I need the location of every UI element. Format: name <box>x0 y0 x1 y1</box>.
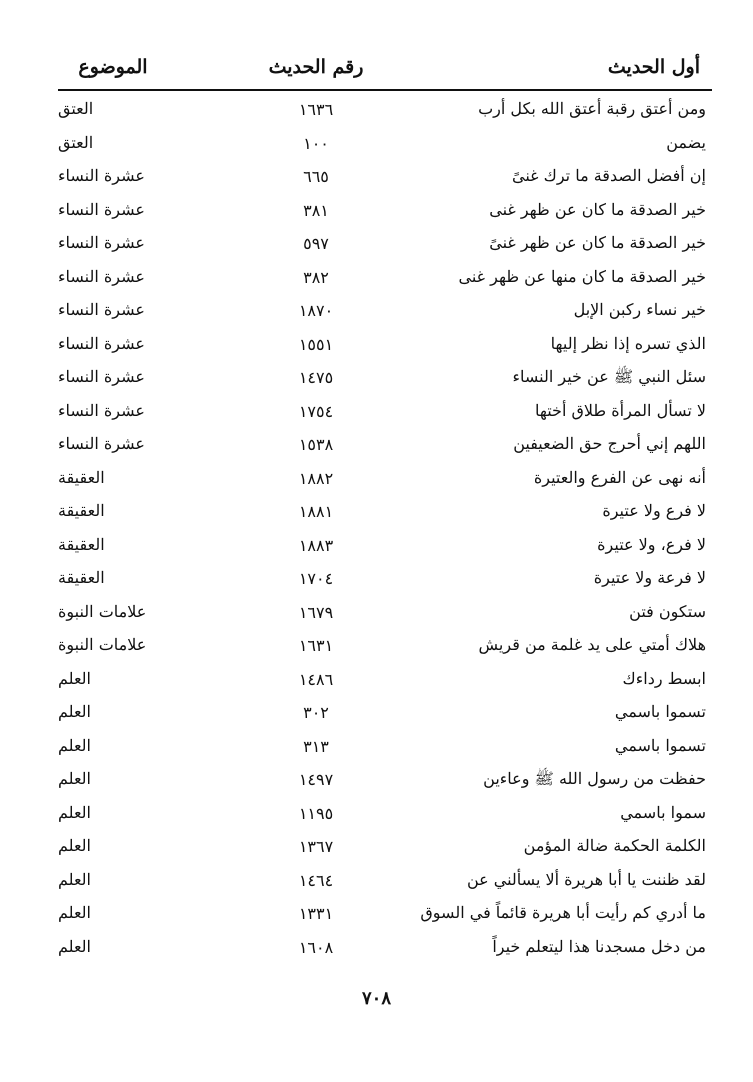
header-topic: الموضوع <box>78 56 148 78</box>
hadith-number: ٣٨٢ <box>303 267 329 287</box>
hadith-topic: عشرة النساء <box>58 233 145 252</box>
hadith-first-words: خير نساء ركبن الإبل <box>573 300 706 319</box>
table-row <box>58 432 712 466</box>
hadith-first-words: لقد ظننت يا أبا هريرة ألا يسألني عن <box>466 869 706 889</box>
hadith-first-words: هلاك أمتي على يد غلمة من قريش <box>478 635 706 654</box>
table-row <box>58 97 712 131</box>
hadith-topic: العلم <box>58 735 91 755</box>
hadith-number: ٥٩٧ <box>303 234 329 253</box>
hadith-topic: علامات النبوة <box>58 635 147 654</box>
table-header <box>58 52 712 88</box>
hadith-number: ٣١٣ <box>303 736 329 756</box>
table-row <box>58 935 712 969</box>
hadith-topic: عشرة النساء <box>58 333 145 353</box>
table-row <box>58 834 712 868</box>
hadith-first-words: ومن أعتق رقبة أعتق الله بكل أرب <box>478 99 706 118</box>
table-row <box>58 466 712 500</box>
hadith-topic: عشرة النساء <box>58 367 145 386</box>
hadith-topic: علامات النبوة <box>58 601 147 621</box>
hadith-first-words: ابسط رداءك <box>622 668 706 688</box>
hadith-first-words: الكلمة الحكمة ضالة المؤمن <box>523 836 706 855</box>
header-first-words: أول الحديث <box>607 56 700 78</box>
hadith-topic: العتق <box>58 99 94 118</box>
table-row <box>58 164 712 198</box>
hadith-topic: عشرة النساء <box>58 434 145 453</box>
hadith-first-words: لا تسأل المرأة طلاق أختها <box>534 400 706 420</box>
table-row <box>58 734 712 768</box>
hadith-first-words: خير الصدقة ما كان عن ظهر غنى <box>489 199 706 219</box>
table-row <box>58 868 712 902</box>
table-row <box>58 600 712 634</box>
hadith-number: ١٣٦٧ <box>298 837 334 856</box>
index-table-body <box>58 97 712 968</box>
hadith-number: ١٧٠٤ <box>298 569 334 588</box>
hadith-first-words: تسموا باسمي <box>614 702 706 721</box>
hadith-number: ١٣٣١ <box>298 904 334 923</box>
hadith-first-words: لا فرعة ولا عتيرة <box>593 568 706 587</box>
table-row <box>58 265 712 299</box>
table-row <box>58 198 712 232</box>
hadith-number: ١١٩٥ <box>298 803 334 823</box>
hadith-first-words: ما أدري كم رأيت أبا هريرة قائماً في السوق <box>420 903 706 922</box>
hadith-first-words: تسموا باسمي <box>614 735 706 755</box>
hadith-topic: العلم <box>58 903 91 922</box>
table-row <box>58 131 712 165</box>
table-row <box>58 499 712 533</box>
table-row <box>58 332 712 366</box>
table-row <box>58 767 712 801</box>
header-divider <box>58 89 712 91</box>
table-row <box>58 365 712 399</box>
hadith-topic: عشرة النساء <box>58 400 145 420</box>
hadith-topic: العتق <box>58 132 94 152</box>
hadith-number: ١٦٠٨ <box>298 937 334 957</box>
hadith-number: ١٨٨١ <box>298 502 334 521</box>
hadith-number: ١٦٣٦ <box>298 100 334 119</box>
hadith-topic: عشرة النساء <box>58 166 145 185</box>
hadith-first-words: سئل النبي ﷺ عن خير النساء <box>512 367 706 386</box>
table-row <box>58 901 712 935</box>
hadith-number: ١٤٧٥ <box>298 368 334 387</box>
hadith-topic: العلم <box>58 668 91 688</box>
hadith-number: ١٤٦٤ <box>298 870 334 890</box>
hadith-first-words: خير الصدقة ما كان منها عن ظهر غنى <box>458 266 706 286</box>
hadith-topic: عشرة النساء <box>58 266 145 286</box>
table-row <box>58 533 712 567</box>
hadith-number: ١٨٨٣ <box>298 535 334 555</box>
hadith-first-words: لا فرع ولا عتيرة <box>602 501 706 520</box>
hadith-number: ١٤٩٧ <box>298 770 334 789</box>
hadith-number: ١٥٣٨ <box>298 435 334 454</box>
hadith-number: ٣٨١ <box>303 200 329 220</box>
hadith-topic: عشرة النساء <box>58 300 145 319</box>
table-row <box>58 801 712 835</box>
hadith-first-words: لا فرع، ولا عتيرة <box>597 534 706 554</box>
hadith-number: ١٨٧٠ <box>298 301 334 320</box>
hadith-topic: العقيقة <box>58 568 105 587</box>
hadith-first-words: يضمن <box>666 132 706 152</box>
table-row <box>58 633 712 667</box>
hadith-first-words: من دخل مسجدنا هذا ليتعلم خيراً <box>492 936 706 956</box>
hadith-first-words: خير الصدقة ما كان عن ظهر غنىً <box>489 233 706 252</box>
table-row <box>58 231 712 265</box>
hadith-first-words: سموا باسمي <box>620 802 706 822</box>
hadith-topic: العقيقة <box>58 534 105 554</box>
hadith-number: ١٤٨٦ <box>298 669 334 689</box>
table-row <box>58 700 712 734</box>
hadith-topic: العلم <box>58 869 91 889</box>
header-hadith-number: رقم الحديث <box>268 56 364 78</box>
hadith-topic: العقيقة <box>58 467 105 487</box>
hadith-topic: العلم <box>58 769 91 788</box>
hadith-number: ١٦٧٩ <box>298 602 334 622</box>
hadith-number: ١٥٥١ <box>298 334 334 354</box>
table-row <box>58 566 712 600</box>
hadith-topic: العقيقة <box>58 501 105 520</box>
table-row <box>58 399 712 433</box>
hadith-first-words: إن أفضل الصدقة ما ترك غنىً <box>512 166 706 185</box>
hadith-number: ١٦٣١ <box>298 636 334 655</box>
hadith-topic: العلم <box>58 802 91 822</box>
hadith-number: ١٠٠ <box>303 133 329 153</box>
hadith-number: ٦٦٥ <box>303 167 329 186</box>
hadith-first-words: أنه نهى عن الفرع والعتيرة <box>533 467 706 487</box>
hadith-first-words: الذي تسره إذا نظر إليها <box>550 333 706 353</box>
hadith-topic: عشرة النساء <box>58 199 145 219</box>
hadith-first-words: ستكون فتن <box>629 601 706 621</box>
hadith-topic: العلم <box>58 702 91 721</box>
hadith-first-words: اللهم إني أحرج حق الضعيفين <box>513 434 706 453</box>
table-row <box>58 667 712 701</box>
hadith-number: ١٧٥٤ <box>298 401 334 421</box>
hadith-number: ٣٠٢ <box>303 703 329 722</box>
hadith-topic: العلم <box>58 836 91 855</box>
hadith-first-words: حفظت من رسول الله ﷺ وعاءين <box>483 769 706 788</box>
hadith-topic: العلم <box>58 936 91 956</box>
page-number: ٧٠٨ <box>361 988 391 1009</box>
table-row <box>58 298 712 332</box>
hadith-number: ١٨٨٢ <box>298 468 334 488</box>
